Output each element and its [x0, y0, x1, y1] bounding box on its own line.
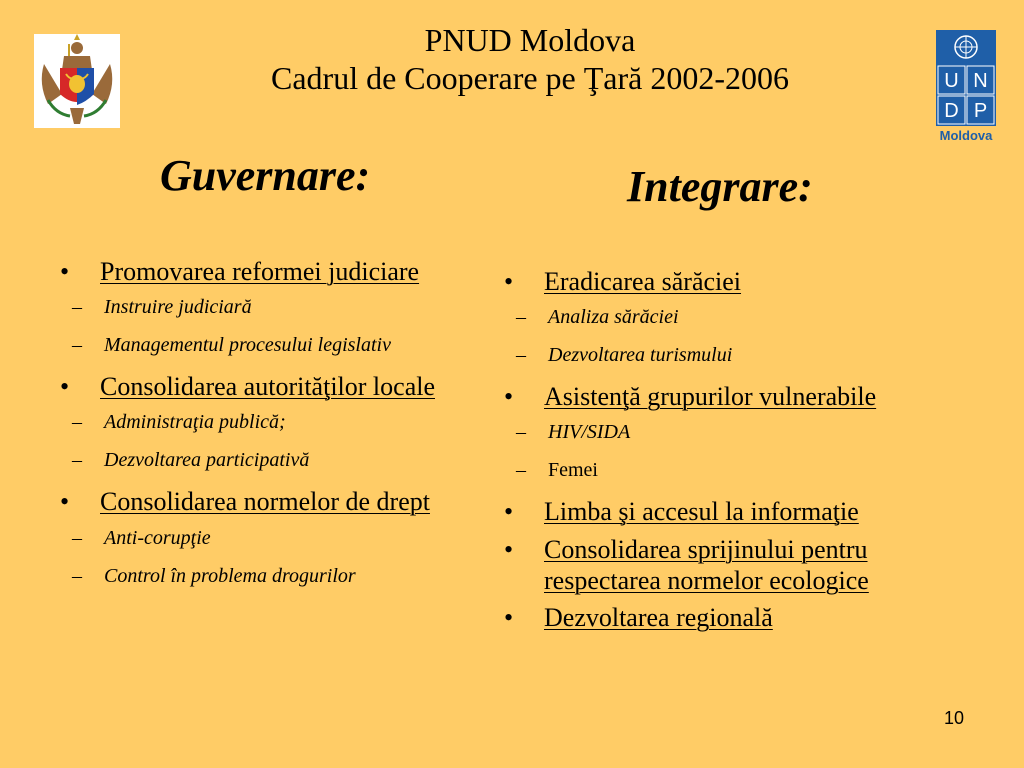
bullet: •	[504, 497, 514, 527]
dash: –	[72, 564, 82, 587]
list-item-label: Consolidarea normelor de drept	[100, 487, 430, 517]
sub-list-item: – HIV/SIDA	[516, 421, 631, 444]
page-number: 10	[944, 708, 965, 728]
bullet: •	[504, 602, 514, 632]
sub-list	[516, 420, 984, 482]
undp-letter-p: P	[973, 100, 988, 122]
list-item	[60, 256, 480, 357]
sub-list	[72, 410, 480, 472]
list-item-label: Asistenţă grupurilor vulnerabile	[544, 382, 877, 412]
sub-list-item: – Instruire judiciară	[72, 296, 252, 319]
sub-list-item: – Control în problema drogurilor	[72, 564, 356, 587]
left-column-heading: Guvernare:	[160, 151, 371, 200]
bullet: •	[504, 267, 514, 296]
sub-list-item: – Administraţia publică;	[72, 411, 286, 434]
list-item-label: Promovarea reformei judiciare	[100, 257, 420, 286]
bullet: •	[60, 257, 70, 286]
sub-list	[72, 526, 480, 588]
undp-caption: Moldova	[939, 128, 993, 142]
dash: –	[72, 296, 82, 319]
sub-list-item: – Femei	[516, 459, 598, 482]
list-item-label: Consolidarea autorităţilor locale	[100, 372, 435, 402]
moldova-coat-of-arms-logo	[34, 34, 120, 128]
list-item-label: Limba şi accesul la informaţie	[544, 497, 859, 527]
list-item-label: Consolidarea sprijinului pentru respectarea normelor ecologice	[544, 534, 869, 595]
dash: –	[516, 344, 526, 367]
sub-list-item: – Managementul procesului legislativ	[72, 334, 391, 357]
undp-logo-icon	[936, 30, 996, 142]
dash: –	[516, 459, 526, 482]
undp-letter-n: N	[973, 70, 988, 92]
sub-list	[72, 295, 480, 357]
dash: –	[72, 334, 82, 357]
sub-list-item: – Dezvoltarea turismului	[516, 344, 733, 367]
slide-title	[150, 22, 910, 98]
undp-letter-u: U	[944, 70, 959, 92]
dash: –	[516, 306, 526, 329]
list-item	[60, 371, 480, 472]
bullet: •	[60, 487, 70, 517]
list-item	[60, 486, 480, 587]
bullet: •	[504, 382, 514, 412]
title-line-2: Cadrul de Cooperare pe Ţară 2002-2006	[270, 59, 790, 96]
title-line-1: PNUD Moldova	[424, 22, 636, 58]
undp-letter-d: D	[944, 100, 959, 122]
list-item	[504, 266, 984, 367]
sub-list-item: – Analiza sărăciei	[516, 306, 679, 329]
dash: –	[72, 449, 82, 472]
list-item	[504, 496, 984, 527]
sub-list	[516, 305, 984, 367]
bullet: •	[504, 534, 514, 564]
bullet: •	[60, 372, 70, 402]
list-item-label: Dezvoltarea regională	[544, 602, 773, 632]
dash: –	[72, 526, 82, 549]
coat-of-arms-icon	[34, 34, 120, 128]
sub-list-item: – Anti-corupţie	[72, 526, 211, 549]
list-item	[504, 381, 984, 482]
sub-list-item: – Dezvoltarea participativă	[72, 449, 310, 472]
list-item	[504, 602, 984, 633]
undp-logo	[936, 30, 996, 142]
list-item	[504, 534, 984, 596]
list-item-label: Eradicarea sărăciei	[544, 267, 742, 296]
left-column-list	[60, 256, 480, 602]
right-column-heading: Integrare:	[627, 162, 813, 211]
dash: –	[72, 411, 82, 434]
right-column-list	[504, 266, 984, 639]
dash: –	[516, 421, 526, 444]
